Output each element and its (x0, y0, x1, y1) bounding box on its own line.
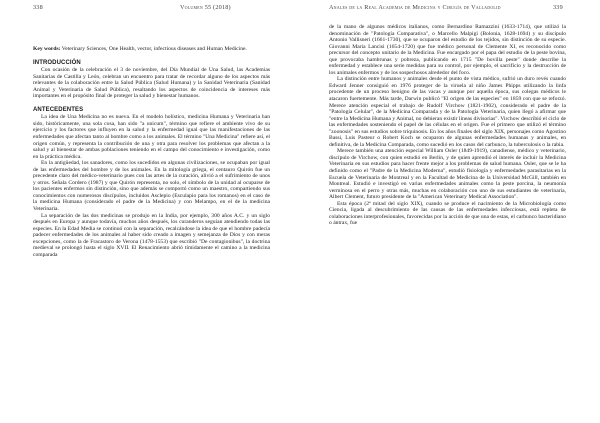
section-heading-intro: INTRODUCCIÓN (33, 59, 81, 66)
right-page-number: 339 (553, 4, 563, 11)
paragraph: La separación de las dos medicinas se produjo en la India, por ejemplo, 300 años A.C. y un siglo después en Europa y aunque todavía, muchos años después, los curanderos seguían atendiendo todas las especies. En la Edad Media se continuó con la separación, recalcándose la idea de que el hombre padecía padecer enfermedades de los animales al haber sido creado a imagen y semejanza de Dios y con meras excepciones, como la de Fracastoro de Verona (1478-1553) que escribió "De contagionibus", la doctrina medieval se prolongó hasta el siglo XVII. El Renacimiento abrió tímidamente el camino a la medicina comparada (33, 212, 270, 258)
paragraph: Merece también una atención especial William Osler (1849-1919), canadiense, médico y veterinario, discípulo de Virchow, con quien estudió en Berlín, y de quien aprendió el interés de incluir la Medicina Veterinaria en sus estudios para hacer frente mejor a los problemas de salud humana. Osler, que se le ha definido como el "Padre de la Medicina Moderna", estudió fisiología y enfermedades parasitarias en la Escuela de Veterinaria de Montreal y en la Facultad de Medicina de la Universidad McGill, también en Montreal. Estudió e investigó en varias enfermedades animales como la peste porcina, la neumonía verminosa en el perro y otras más, muchas en colaboración con uno de sus estudiantes de veterinaria, Albert Clement, futuro presidente de la "American Veterinary Medical Association". (329, 148, 566, 201)
paragraph: Esta época (2ª mitad del siglo XIX), cuando se produce el nacimiento de la Microbiología como Ciencia, ligada al descubrimiento de las causas de las enfermedades infecciosas, está repleta de colaboraciones interprofesionales, favorecidas por la acción de que una de estas, el carbunco bacteridiano o ántrax, fue (329, 200, 566, 227)
paragraph: La idea de Una Medicina no es nueva. En el modelo holístico, medicina Humana y Veterinaria han sido, históricamente, una sola cosa, han sido "a unicum", término que refiere el ambiente vivo de su ejercicio y los factores que influyen en la salud y la enfermedad igual que las manifestaciones de las enfermedades que afectan tanto al hombre como a los animales. El término "Una Medicina" refiere así, el origen común, y representa la contribución de una y otra para resolver los problemas que afectan a la salud y al bienestar de ambas poblaciones teniendo en el campo del conocimiento e investigación, como en la práctica médica. (33, 114, 270, 160)
intro-paragraph: Con ocasión de la celebración el 3 de noviembre, del Día Mundial de Una Salud, las Academias Sanitarias de Castilla y León, celebran un encuentro para tratar de recordar alguno de los aspectos más relevantes de la colaboración entre la Salud Pública (Salud Humana) y la Sanidad Veterinaria (Sanidad Animal y Veterinaria de Salud Pública), resaltando los aspectos de coincidencia de intereses más importantes en el propósito final de proteger la salud y bienestar humanos. (33, 67, 270, 100)
right-running-header: Anales de la Real Academia de Medicina y Cirugía de Valladolid (329, 4, 501, 11)
paragraph: de la mano de algunos médicos italianos, como Bernardino Ramazzini (1633-1714), que utilizó la denominación de "Patología Comparativa", o Marcello Malpigi (Bolonia, 1628-1694) y su discípulo Antonio Vallisneri (1661-1730), que se ocuparon del estudio de los tejidos, sin distinción de su especie. Giovanni Maria Lancisi (1654-1720) que fue médico personal de Clemente XI, es reconocido como precursor del concepto unitario de la Medicina. Fue encargado por el papa del estudio de la peste bovina, que provocaba hambrunas y pobreza, publicando en 1715 "De bovilla peste" donde describe la enfermedad y establece una serie medidas para su control, por ejemplo, el sacrificio y la destrucción de los animales enfermos y de los sospechosos alrededor del foco. (329, 24, 566, 76)
right-page (300, 0, 600, 423)
keywords-text: Veterinary Sciences, One Health, vector, infectious diseases and Human Medicine. (60, 46, 247, 52)
section-heading-antecedentes: ANTECEDENTES (33, 106, 84, 113)
left-text-column (33, 46, 270, 258)
keywords (33, 46, 270, 53)
paragraph: La distinción entre humanos y animales desde el punto de vista médico, sufrió un duro revés cuando Edward Jenner consiguió en 1976 proteger de la viruela al niño James Phipps utilizando la linfa procedente de un proceso benigno de las vacas y aunque por aquella época, sus colegas médicos le atacaron fuertemente. Más tarde, Darwin publicó "El origen de las especies" en 1859 con que se reforzó. Merece atención especial el trabajo de Rudolf Virchow (1821-1902), considerado el padre de la "Patología Celular", de la Medicina Comparada y de la Patología Veterinaria, quien llegó a afirmar que "entre la Medicina Humana y Animal, no debieran existir líneas divisorias". Virchow describió el ciclo de las enfermedades sosteniendo el papel de las células en el origen. Fue el primero que utilizó el término "zoonosis" en sus estudios sobre triquinosis. En los años finales del siglo XIX, personajes como Agostino Bassi, Luis Pasteur o Robert Koch se ocuparon de algunas enfermedades humanas y animales, en definitiva, de la Medicina Comparada, como sucedió en los casos del carbunco, la tuberculosis o la rabia. (329, 76, 566, 148)
paragraph: En la antigüedad, los sanadores, como los sucedidos en algunas civilizaciones, se ocupaban por igual de las enfermedades del hombre y de los animales. En la mitología griega, el centauro Quirón fue un precedente claro del médico-veterinario pues con las artes de la curación, alivió a el sufrimiento de unos y otros. Señala Cordero (1987) y que Quirón representa, no solo, el símbolo de la unidad al ocuparse de los pacientes enfermos sin distinción, sino que además se comportó como un maestro, compartiendo sus conocimientos con numerosos discípulos, incluidos Asclepio (Esculapio para los romanos) en el caso de la medicina Humana (considerado el padre de la Medicina) y con Melampo, en el de la medicina Veterinaria. (33, 160, 270, 213)
keywords-label: Key words: (33, 46, 61, 52)
right-text-column (329, 24, 566, 227)
left-running-header: Volumen 55 (2018) (180, 4, 231, 11)
left-page-number: 338 (33, 4, 43, 11)
